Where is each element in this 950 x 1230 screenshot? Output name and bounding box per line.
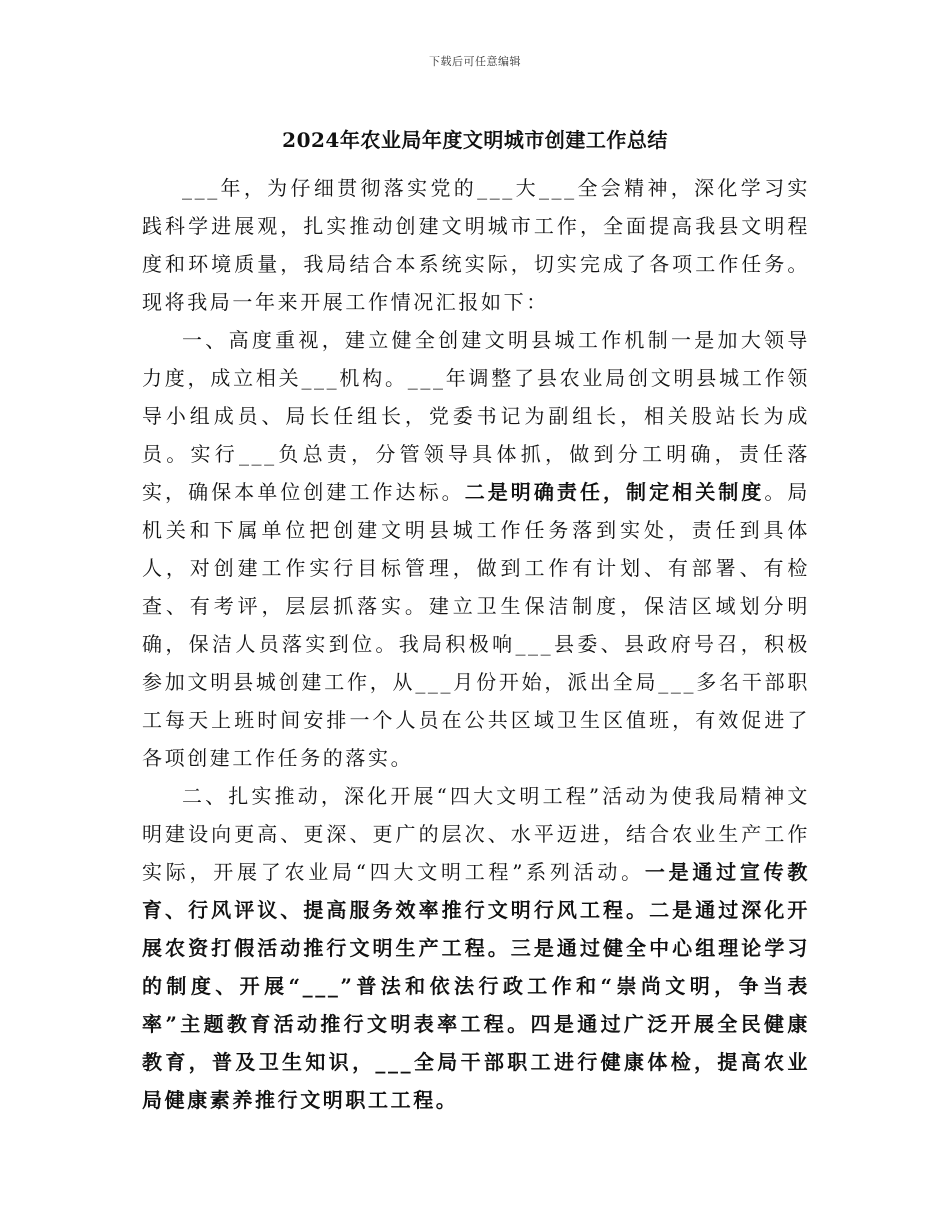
- paragraph-section-two: [142, 777, 810, 1119]
- paragraph-section-one: [142, 321, 810, 777]
- text-segment-bold: 二是明确责任，制定相关制度: [464, 480, 765, 504]
- text-segment: ___年，为仔细贯彻落实党的___大___全会精神，深化学习实践科学进展观，扎实推动创建文明城市工作，全面提高我县文明程度和环境质量，我局结合本系统实际，切实完成了各项工作任务。现将我局一年来开展工作情况汇报如下：: [142, 176, 810, 314]
- text-segment: 。局机关和下属单位把创建文明县城工作任务落到实处，责任到具体人，对创建工作实行目标管理，做到工作有计划、有部署、有检查、有考评，层层抓落实。建立卫生保洁制度，保洁区域划分明确，保洁人员落实到位。我局积极响___县委、县政府号召，积极参加文明县城创建工作，从___月份开始，派出全局___多名干部职工每天上班时间安排一个人员在公共区域卫生区值班，有效促进了各项创建工作任务的落实。: [142, 480, 810, 770]
- text-segment-bold: 一是通过宣传教育、行风评议、提高服务效率推行文明行风工程。二是通过深化开展农资打假活动推行文明生产工程。三是通过健全中心组理论学习的制度、开展“___”普法和依法行政工作和“崇尚文明，争当表率”主题教育活动推行文明表率工程。四是通过广泛开展全民健康教育，普及卫生知识，___全局干部职工进行健康体检，提高农业局健康素养推行文明职工工程。: [142, 860, 810, 1112]
- text-segment: 一、高度重视，建立健全创建文明县城工作机制一是加大领导力度，成立相关___机构。___年调整了县农业局创文明县城工作领导小组成员、局长任组长，党委书记为副组长，相关股站长为成员。实行___负总责，分管领导具体抓，做到分工明确，责任落实，确保本单位创建工作达标。: [142, 328, 810, 504]
- header-note: 下载后可任意编辑: [429, 55, 521, 68]
- text-segment: 二、扎实推动，深化开展“四大文明工程”活动为使我局精神文明建设向更高、更深、更广的层次、水平迈进，结合农业生产工作实际，开展了农业局“四大文明工程”系列活动。: [142, 784, 810, 884]
- document-title: 2024年农业局年度文明城市创建工作总结: [282, 128, 668, 152]
- document-body: [142, 169, 810, 1119]
- paragraph-intro: [142, 169, 810, 321]
